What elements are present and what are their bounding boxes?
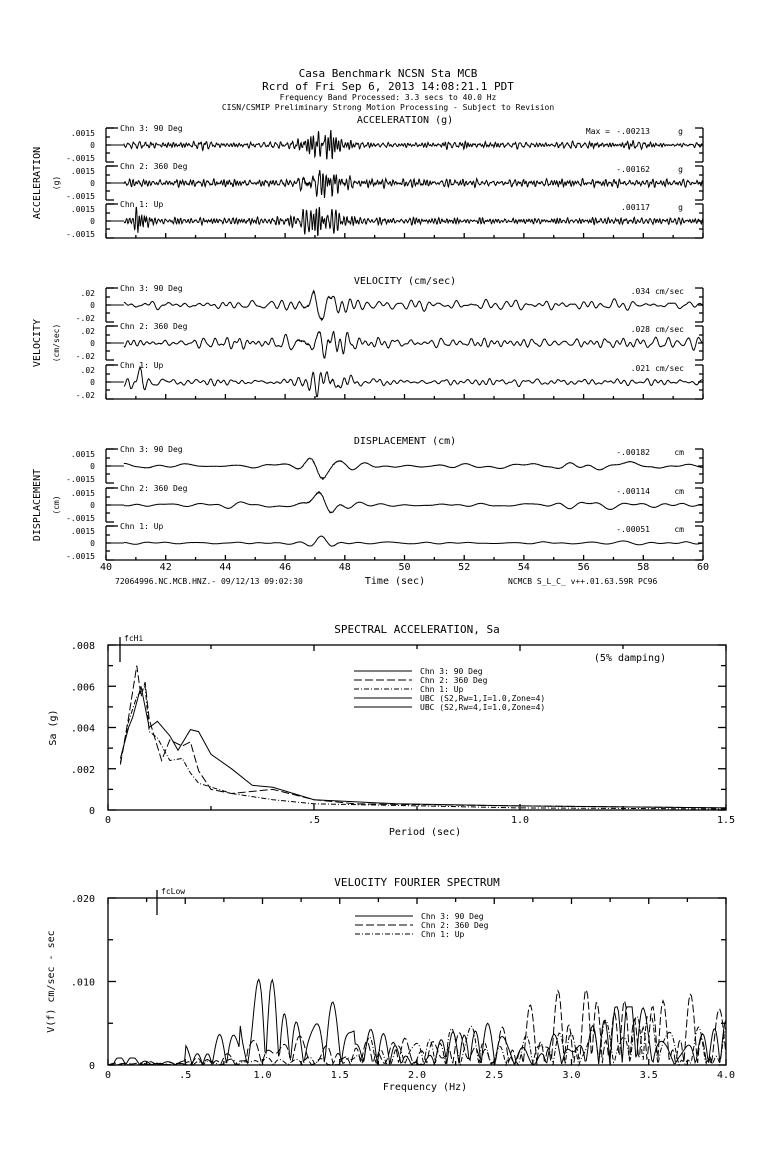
waveform-trace-chn-1 xyxy=(124,207,703,236)
x-axis-label: Frequency (Hz) xyxy=(382,1082,468,1093)
x-tick-label: 1.0 xyxy=(253,1070,272,1081)
waveform-trace-chn-2 xyxy=(124,332,703,359)
time-tick-label: 58 xyxy=(637,562,650,573)
channel-label: Chn 1: Up xyxy=(120,361,164,370)
x-tick-label: .5 xyxy=(307,815,321,826)
y-tick-label: -.0015 xyxy=(66,192,95,201)
waveform-trace-chn-1 xyxy=(124,536,703,546)
time-tick-label: 42 xyxy=(159,562,172,573)
y-tick-label: 0 xyxy=(90,141,95,150)
header-processing-note: CISN/CSMIP Preliminary Strong Motion Processing - Subject to Revision xyxy=(221,103,555,112)
legend-entry: Chn 1: Up xyxy=(420,685,464,694)
time-axis-label: Time (sec) xyxy=(364,576,426,587)
y-tick-label: 0 xyxy=(90,462,95,471)
x-tick-label: 3.0 xyxy=(562,1070,581,1081)
trace-y-unit-label: (cm) xyxy=(52,495,61,515)
trace-y-unit-label: (g) xyxy=(52,175,61,191)
channel-label: Chn 3: 90 Deg xyxy=(120,284,183,293)
channel-max-unit: g xyxy=(678,203,683,212)
waveform-trace-chn-1 xyxy=(124,367,703,396)
y-tick-label: 0 xyxy=(90,501,95,510)
time-tick-label: 52 xyxy=(458,562,471,573)
time-tick-label: 46 xyxy=(279,562,292,573)
y-tick-label: -.0015 xyxy=(66,230,95,239)
time-tick-label: 48 xyxy=(338,562,351,573)
channel-max-unit: cm/sec xyxy=(655,325,684,334)
chart-frame xyxy=(108,645,726,810)
y-tick-label: 0 xyxy=(88,806,95,817)
y-tick-label: .002 xyxy=(70,764,95,776)
y-tick-label: .0015 xyxy=(70,450,95,459)
channel-max-value: .00117 xyxy=(621,203,650,212)
y-tick-label: .0015 xyxy=(70,205,95,214)
legend-entry: UBC (S2,Rw=1,I=1.0,Zone=4) xyxy=(420,694,546,703)
legend-entry: Chn 3: 90 Deg xyxy=(420,667,483,676)
y-tick-label: -.02 xyxy=(75,314,95,323)
channel-label: Chn 3: 90 Deg xyxy=(120,445,183,454)
chart-frame xyxy=(108,898,726,1065)
cutoff-marker-label: fcHi xyxy=(124,634,144,643)
y-tick-label: .0015 xyxy=(70,167,95,176)
legend-entry: UBC (S2,Rw=4,I=1.0,Zone=4) xyxy=(420,703,546,712)
y-tick-label: 0 xyxy=(90,339,95,348)
channel-max-value: -.00051 xyxy=(616,525,650,534)
channel-max-value: -.00162 xyxy=(616,165,650,174)
x-tick-label: 0 xyxy=(104,815,112,826)
channel-max-unit: cm xyxy=(674,448,684,457)
y-tick-label: -.02 xyxy=(75,352,95,361)
waveform-trace-chn-3 xyxy=(124,458,703,479)
y-tick-label: .006 xyxy=(70,682,95,694)
channel-label: Chn 3: 90 Deg xyxy=(120,124,183,133)
chart-title: SPECTRAL ACCELERATION, Sa xyxy=(334,623,500,636)
record-id-footer: 72064996.NC.MCB.HNZ.- 09/12/13 09:02:30 xyxy=(115,577,303,586)
channel-max-unit: cm/sec xyxy=(655,287,684,296)
channel-max-value: .028 xyxy=(630,325,650,334)
x-tick-label: 3.5 xyxy=(639,1070,658,1081)
damping-note: (5% damping) xyxy=(593,653,667,664)
x-tick-label: 1.5 xyxy=(330,1070,349,1081)
y-tick-label: .02 xyxy=(80,327,95,336)
fourier-curve-chn-3 xyxy=(108,980,726,1066)
time-tick-label: 56 xyxy=(577,562,590,573)
time-tick-label: 60 xyxy=(696,562,710,573)
y-tick-label: -.0015 xyxy=(66,475,95,484)
max-prefix-label: Max = xyxy=(585,127,610,136)
chart-title: VELOCITY FOURIER SPECTRUM xyxy=(334,876,500,889)
y-tick-label: .02 xyxy=(80,366,95,375)
x-tick-label: .5 xyxy=(179,1070,192,1081)
y-tick-label: .008 xyxy=(70,641,95,652)
y-tick-label: 0 xyxy=(90,539,95,548)
header-station-title: Casa Benchmark NCSN Sta MCB xyxy=(298,67,478,80)
channel-max-unit: g xyxy=(678,165,683,174)
channel-label: Chn 2: 360 Deg xyxy=(120,162,188,171)
x-tick-label: 1.0 xyxy=(510,815,530,826)
trace-panel-title: DISPLACEMENT (cm) xyxy=(353,436,457,447)
legend-entry: Chn 2: 360 Deg xyxy=(421,921,489,930)
y-axis-label: V(f) cm/sec - sec xyxy=(46,930,57,1033)
y-tick-label: -.02 xyxy=(75,391,95,400)
x-tick-label: 2.0 xyxy=(407,1070,427,1081)
y-tick-label: -.0015 xyxy=(66,552,95,561)
time-tick-label: 54 xyxy=(517,562,530,573)
waveform-trace-chn-3 xyxy=(124,291,703,320)
y-tick-label: -.0015 xyxy=(66,514,95,523)
header-record-time: Rcrd of Fri Sep 6, 2013 14:08:21.1 PDT xyxy=(262,80,514,93)
y-tick-label: 0 xyxy=(90,179,95,188)
y-tick-label: .0015 xyxy=(70,527,95,536)
y-tick-label: -.0015 xyxy=(66,154,95,163)
cutoff-marker-label: fcLow xyxy=(161,887,186,896)
legend-entry: Chn 3: 90 Deg xyxy=(421,912,484,921)
channel-max-value: .034 xyxy=(630,287,650,296)
processing-version-footer: NCMCB S_L_C_ v++.01.63.59R PC96 xyxy=(508,577,658,586)
x-tick-label: 4.0 xyxy=(716,1070,736,1081)
channel-max-value: .021 xyxy=(630,364,650,373)
trace-panel-title: VELOCITY (cm/sec) xyxy=(353,276,457,287)
x-tick-label: 2.5 xyxy=(485,1070,504,1081)
y-tick-label: .0015 xyxy=(70,129,95,138)
channel-max-unit: cm/sec xyxy=(655,364,684,373)
y-axis-label: Sa (g) xyxy=(48,709,59,746)
y-tick-label: .010 xyxy=(70,977,95,989)
channel-max-value: -.00213 xyxy=(616,127,650,136)
channel-label: Chn 1: Up xyxy=(120,522,164,531)
channel-max-value: -.00114 xyxy=(616,487,650,496)
channel-max-value: -.00182 xyxy=(616,448,650,457)
trace-y-axis-label: VELOCITY xyxy=(32,318,43,368)
time-tick-label: 50 xyxy=(398,562,411,573)
trace-y-unit-label: (cm/sec) xyxy=(52,323,61,363)
y-tick-label: 0 xyxy=(90,378,95,387)
channel-label: Chn 2: 360 Deg xyxy=(120,484,188,493)
y-tick-label: .004 xyxy=(70,723,95,735)
y-tick-label: .020 xyxy=(70,894,95,905)
waveform-trace-chn-2 xyxy=(124,170,703,198)
y-tick-label: 0 xyxy=(90,301,95,310)
y-tick-label: 0 xyxy=(88,1061,95,1072)
legend-entry: Chn 1: Up xyxy=(421,930,465,939)
y-tick-label: .0015 xyxy=(70,489,95,498)
time-tick-label: 44 xyxy=(219,562,232,573)
channel-max-unit: g xyxy=(678,127,683,136)
header-frequency-band: Frequency Band Processed: 3.3 secs to 40.0 Hz xyxy=(279,93,497,102)
channel-max-unit: cm xyxy=(674,487,684,496)
time-tick-label: 40 xyxy=(99,562,113,573)
trace-y-axis-label: ACCELERATION xyxy=(32,146,43,220)
x-tick-label: 0 xyxy=(104,1070,112,1081)
channel-label: Chn 1: Up xyxy=(120,200,164,209)
channel-label: Chn 2: 360 Deg xyxy=(120,322,188,331)
trace-panel-title: ACCELERATION (g) xyxy=(356,115,454,126)
x-axis-label: Period (sec) xyxy=(388,827,462,838)
y-tick-label: .02 xyxy=(80,289,95,298)
legend-entry: Chn 2: 360 Deg xyxy=(420,676,488,685)
x-tick-label: 1.5 xyxy=(716,815,736,826)
channel-max-unit: cm xyxy=(674,525,684,534)
y-tick-label: 0 xyxy=(90,217,95,226)
trace-y-axis-label: DISPLACEMENT xyxy=(32,468,43,542)
